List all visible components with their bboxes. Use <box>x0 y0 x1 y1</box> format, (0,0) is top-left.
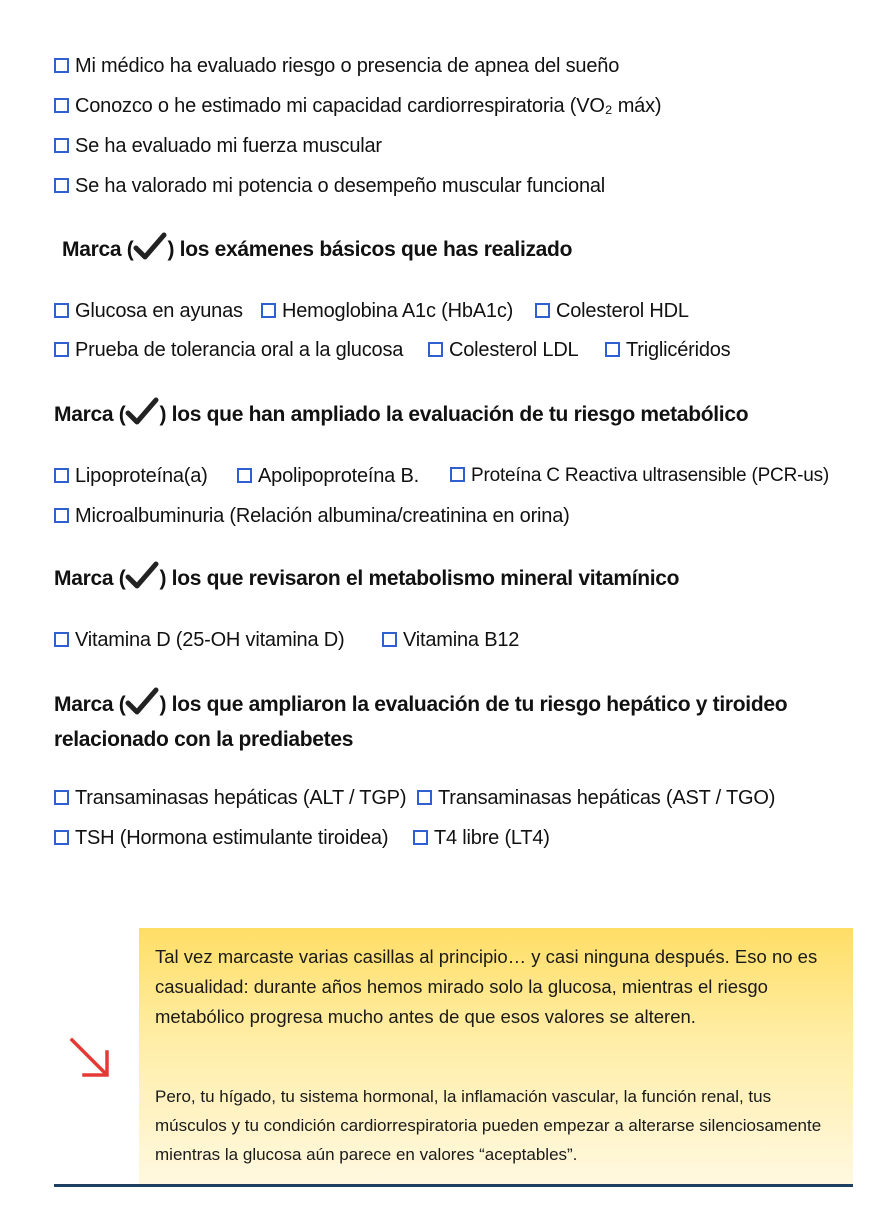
checkbox[interactable] <box>54 790 69 805</box>
checklist-item[interactable]: Hemoglobina A1c (HbA1c) <box>261 299 513 323</box>
checklist-item[interactable]: Vitamina B12 <box>382 628 519 652</box>
checklist-item[interactable]: Lipoproteína(a) <box>54 464 208 488</box>
checkbox[interactable] <box>54 58 69 73</box>
checklist-item[interactable]: Transaminasas hepáticas (AST / TGO) <box>417 786 775 810</box>
checklist-item[interactable]: Prueba de tolerancia oral a la glucosa <box>54 338 403 362</box>
note-paragraph-1: Tal vez marcaste varias casillas al principio… y casi ninguna después. Eso no es casualidad: durante años hemos mirado solo la glucosa, mientras el riesgo metabólico progresa mucho antes de que esos valores se alteren. <box>155 946 818 1027</box>
checkbox[interactable] <box>428 342 443 357</box>
checkbox[interactable] <box>54 508 69 523</box>
checklist-item[interactable]: Triglicéridos <box>605 338 730 362</box>
checkbox[interactable] <box>54 830 69 845</box>
checkbox[interactable] <box>54 632 69 647</box>
check-icon <box>125 561 159 591</box>
section-heading-line2: relacionado con la prediabetes <box>54 728 354 751</box>
checkbox[interactable] <box>450 467 465 482</box>
callout-note <box>139 928 853 1184</box>
checklist-item[interactable]: Transaminasas hepáticas (ALT / TGP) <box>54 786 406 810</box>
checklist-item[interactable]: Glucosa en ayunas <box>54 299 243 323</box>
arrow-down-right-icon <box>66 1034 114 1082</box>
checkbox[interactable] <box>54 303 69 318</box>
checklist-item[interactable]: Microalbuminuria (Relación albumina/creatinina en orina) <box>54 504 570 528</box>
check-icon <box>125 397 159 427</box>
checklist-item[interactable]: Se ha evaluado mi fuerza muscular <box>54 134 382 158</box>
checkbox[interactable] <box>54 178 69 193</box>
checkbox[interactable] <box>237 468 252 483</box>
checklist-item[interactable]: T4 libre (LT4) <box>413 826 550 850</box>
checklist-item[interactable]: Mi médico ha evaluado riesgo o presencia de apnea del sueño <box>54 54 619 78</box>
checkbox[interactable] <box>261 303 276 318</box>
checklist-item[interactable]: Se ha valorado mi potencia o desempeño muscular funcional <box>54 174 605 198</box>
checklist-item[interactable]: Colesterol LDL <box>428 338 579 362</box>
checkbox[interactable] <box>54 342 69 357</box>
check-icon <box>133 232 167 262</box>
checklist-item[interactable]: Apolipoproteína B. <box>237 464 419 488</box>
checkbox[interactable] <box>535 303 550 318</box>
note-paragraph-2: Pero, tu hígado, tu sistema hormonal, la inflamación vascular, la función renal, tus músculos y tu condición cardiorrespiratoria pueden empezar a alterarse silenciosamente mientras la glucosa aún parece en valores “aceptables”. <box>155 1087 822 1164</box>
checklist-item[interactable]: TSH (Hormona estimulante tiroidea) <box>54 826 388 850</box>
checkbox[interactable] <box>605 342 620 357</box>
checkbox[interactable] <box>417 790 432 805</box>
divider <box>54 1184 853 1187</box>
checklist-item[interactable]: Conozco o he estimado mi capacidad cardiorrespiratoria (VO₂ máx) <box>54 94 661 118</box>
checkbox[interactable] <box>413 830 428 845</box>
checkbox[interactable] <box>382 632 397 647</box>
checkbox[interactable] <box>54 138 69 153</box>
section-heading: Marca ( ) los que ampliaron la evaluación de tu riesgo hepático y tiroideo <box>54 687 787 723</box>
section-heading: Marca ( ) los que revisaron el metabolismo mineral vitamínico <box>54 561 679 597</box>
check-icon <box>125 687 159 717</box>
checklist-item[interactable]: Vitamina D (25-OH vitamina D) <box>54 628 344 652</box>
checklist-item[interactable]: Colesterol HDL <box>535 299 689 323</box>
section-heading: Marca ( ) los que han ampliado la evaluación de tu riesgo metabólico <box>54 397 748 433</box>
checkbox[interactable] <box>54 468 69 483</box>
section-heading: Marca ( ) los exámenes básicos que has realizado <box>62 232 572 268</box>
checkbox[interactable] <box>54 98 69 113</box>
checklist-item[interactable]: Proteína C Reactiva ultrasensible (PCR-us) <box>450 464 829 488</box>
